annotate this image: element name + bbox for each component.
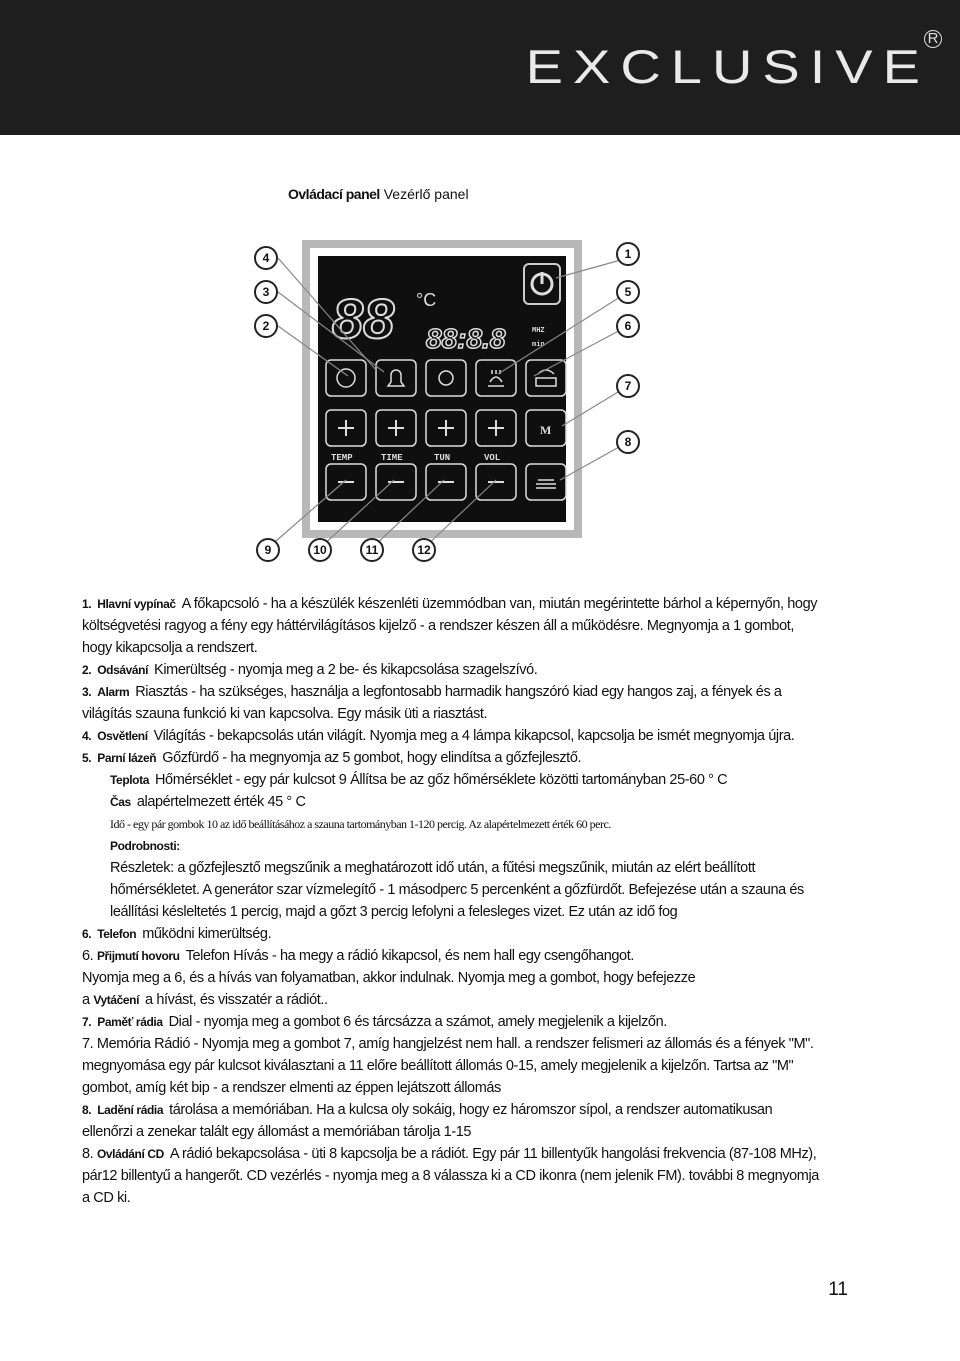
label-time: TIME bbox=[381, 453, 403, 463]
item-6-answer: 6. Přijmutí hovoru Telefon Hívás - ha megy a rádió kikapcsol, és nem hall egy csengőhangot. bbox=[82, 948, 634, 964]
callout-7: 7 bbox=[624, 379, 632, 393]
item-1: 1. Hlavní vypínač A főkapcsoló - ha a készülék készenléti üzemmódban van, miután megérintette bárhol a képernyőn, hogy költségvetési ragyog a fény egy háttérvilágításos kijelző - a rendszer készen áll a működésre. Megnyomja a 1 gombot, hogy kikapcsolja a rendszert. bbox=[82, 596, 818, 656]
unit-mhz: MHZ bbox=[532, 327, 545, 335]
unit-min: min bbox=[532, 341, 545, 349]
callout-4: 4 bbox=[262, 251, 270, 265]
callout-2: 2 bbox=[262, 319, 270, 333]
label-vol: VOL bbox=[484, 453, 501, 463]
callout-12: 12 bbox=[417, 543, 431, 557]
item-7: 7. Paměť rádia Dial - nyomja meg a gombot 6 és tárcsázza a számot, amely megjelenik a kijelzőn. bbox=[82, 1014, 667, 1030]
item-6-dial: a Vytáčení a hívást, és visszatér a rádiót.. bbox=[82, 992, 328, 1008]
item-5-temp: Teplota Hőmérséklet - egy pár kulcsot 9 Állítsa be az gőz hőmérséklete közötti tartományban 25-60 ° C bbox=[110, 772, 728, 788]
item-6-phone: 6. Telefon működni kimerültség. bbox=[82, 926, 272, 942]
callout-5: 5 bbox=[624, 285, 632, 299]
registered-mark: R bbox=[924, 30, 942, 48]
item-5-details: Részletek: a gőzfejlesztő megszűnik a meghatározott idő után, a fűtési megszűnik, miután az elért beállított hőmérsékletet. A generátor szar vízmelegítő - 1 másodperc 5 percenként a gőzfürdőt. Befejezése után a szauna és leállítási késleltetés 1 percig, majd a gőzt 3 percig lefolyni a felesleges vizet. Ez után az idő fog bbox=[110, 860, 804, 920]
item-5-time-detail: Idő - egy pár gombok 10 az idő beállításához a szauna tartományban 1-120 percig. Az alapértelmezett érték 60 perc. bbox=[110, 817, 611, 831]
item-4: 4. Osvětlení Világítás - bekapcsolás után világít. Nyomja meg a 4 lámpa kikapcsol, kapcsolja be ismét megnyomja újra. bbox=[82, 728, 795, 744]
panel-title-prefix: Ovládací panel bbox=[288, 186, 380, 202]
time-digits: 88:8.8 bbox=[426, 323, 506, 354]
item-8-cd: 8. Ovládání CD A rádió bekapcsolása - üti 8 kapcsolja be a rádiót. Egy pár 11 billentyűk hangolási frekvencia (87-108 MHz), pár12 billentyű a hangerőt. CD vezérlés - nyomja meg a 8 válassza ki a CD ikonra (nem jelenik FM). további 8 megnyomja a CD ki. bbox=[82, 1146, 819, 1206]
temp-unit: °C bbox=[416, 290, 437, 310]
callout-1: 1 bbox=[624, 247, 632, 261]
callout-9: 9 bbox=[264, 543, 272, 557]
temp-digits: 88 bbox=[332, 287, 395, 350]
item-5: 5. Parní lázeň Gőzfürdő - ha megnyomja az 5 gombot, hogy elindítsa a gőzfejlesztő. bbox=[82, 750, 582, 766]
item-5-time: Čas alapértelmezett érték 45 ° C bbox=[110, 794, 306, 810]
callout-10: 10 bbox=[313, 543, 327, 557]
item-2: 2. Odsávání Kimerültség - nyomja meg a 2 be- és kikapcsolása szagelszívó. bbox=[82, 662, 538, 678]
m-label: M bbox=[540, 423, 552, 437]
item-6-continue: Nyomja meg a 6, és a hívás van folyamatban, akkor indulnak. Nyomja meg a gombot, hogy befejezze bbox=[82, 970, 696, 986]
callout-3: 3 bbox=[262, 285, 270, 299]
control-panel-diagram bbox=[244, 236, 656, 566]
panel-title-label: Vezérlő panel bbox=[383, 186, 469, 202]
label-tun: TUN bbox=[434, 453, 451, 463]
label-temp: TEMP bbox=[331, 453, 353, 463]
page-number: 11 bbox=[828, 1279, 848, 1300]
panel-title bbox=[288, 186, 469, 202]
callout-8: 8 bbox=[624, 435, 632, 449]
brand-logo: EXCLUSIVE bbox=[525, 39, 930, 94]
instructions bbox=[82, 593, 822, 1209]
item-7-memory: 7. Memória Rádió - Nyomja meg a gombot 7, amíg hangjelzést nem hall. a rendszer felismeri az állomás és a fények "M". megnyomása egy pár kulcsot kiválasztani a 11 előre beállított állomás 0-15, amely megjelenik a kijelzőn. Tartsa az "M" gombot, amíg két bip - a rendszer elmenti az éppen lejátszott állomás bbox=[82, 1036, 814, 1096]
item-3: 3. Alarm Riasztás - ha szükséges, használja a legfontosabb harmadik hangszóró kiad egy hangos zaj, a fények és a világítás szauna funkció ki van kapcsolva. Egy másik üti a riasztást. bbox=[82, 684, 782, 722]
header-bar bbox=[0, 0, 960, 135]
callout-6: 6 bbox=[624, 319, 632, 333]
item-5-details-label: Podrobnosti: bbox=[110, 839, 180, 853]
item-8-tuning: 8. Ladění rádia tárolása a memóriában. Ha a kulcsa oly sokáig, hogy ez háromszor sípol, a rendszer automatikusan ellenőrzi a zenekar talált egy állomást a memóriában tárolja 1-15 bbox=[82, 1102, 773, 1140]
callout-11: 11 bbox=[365, 543, 379, 557]
